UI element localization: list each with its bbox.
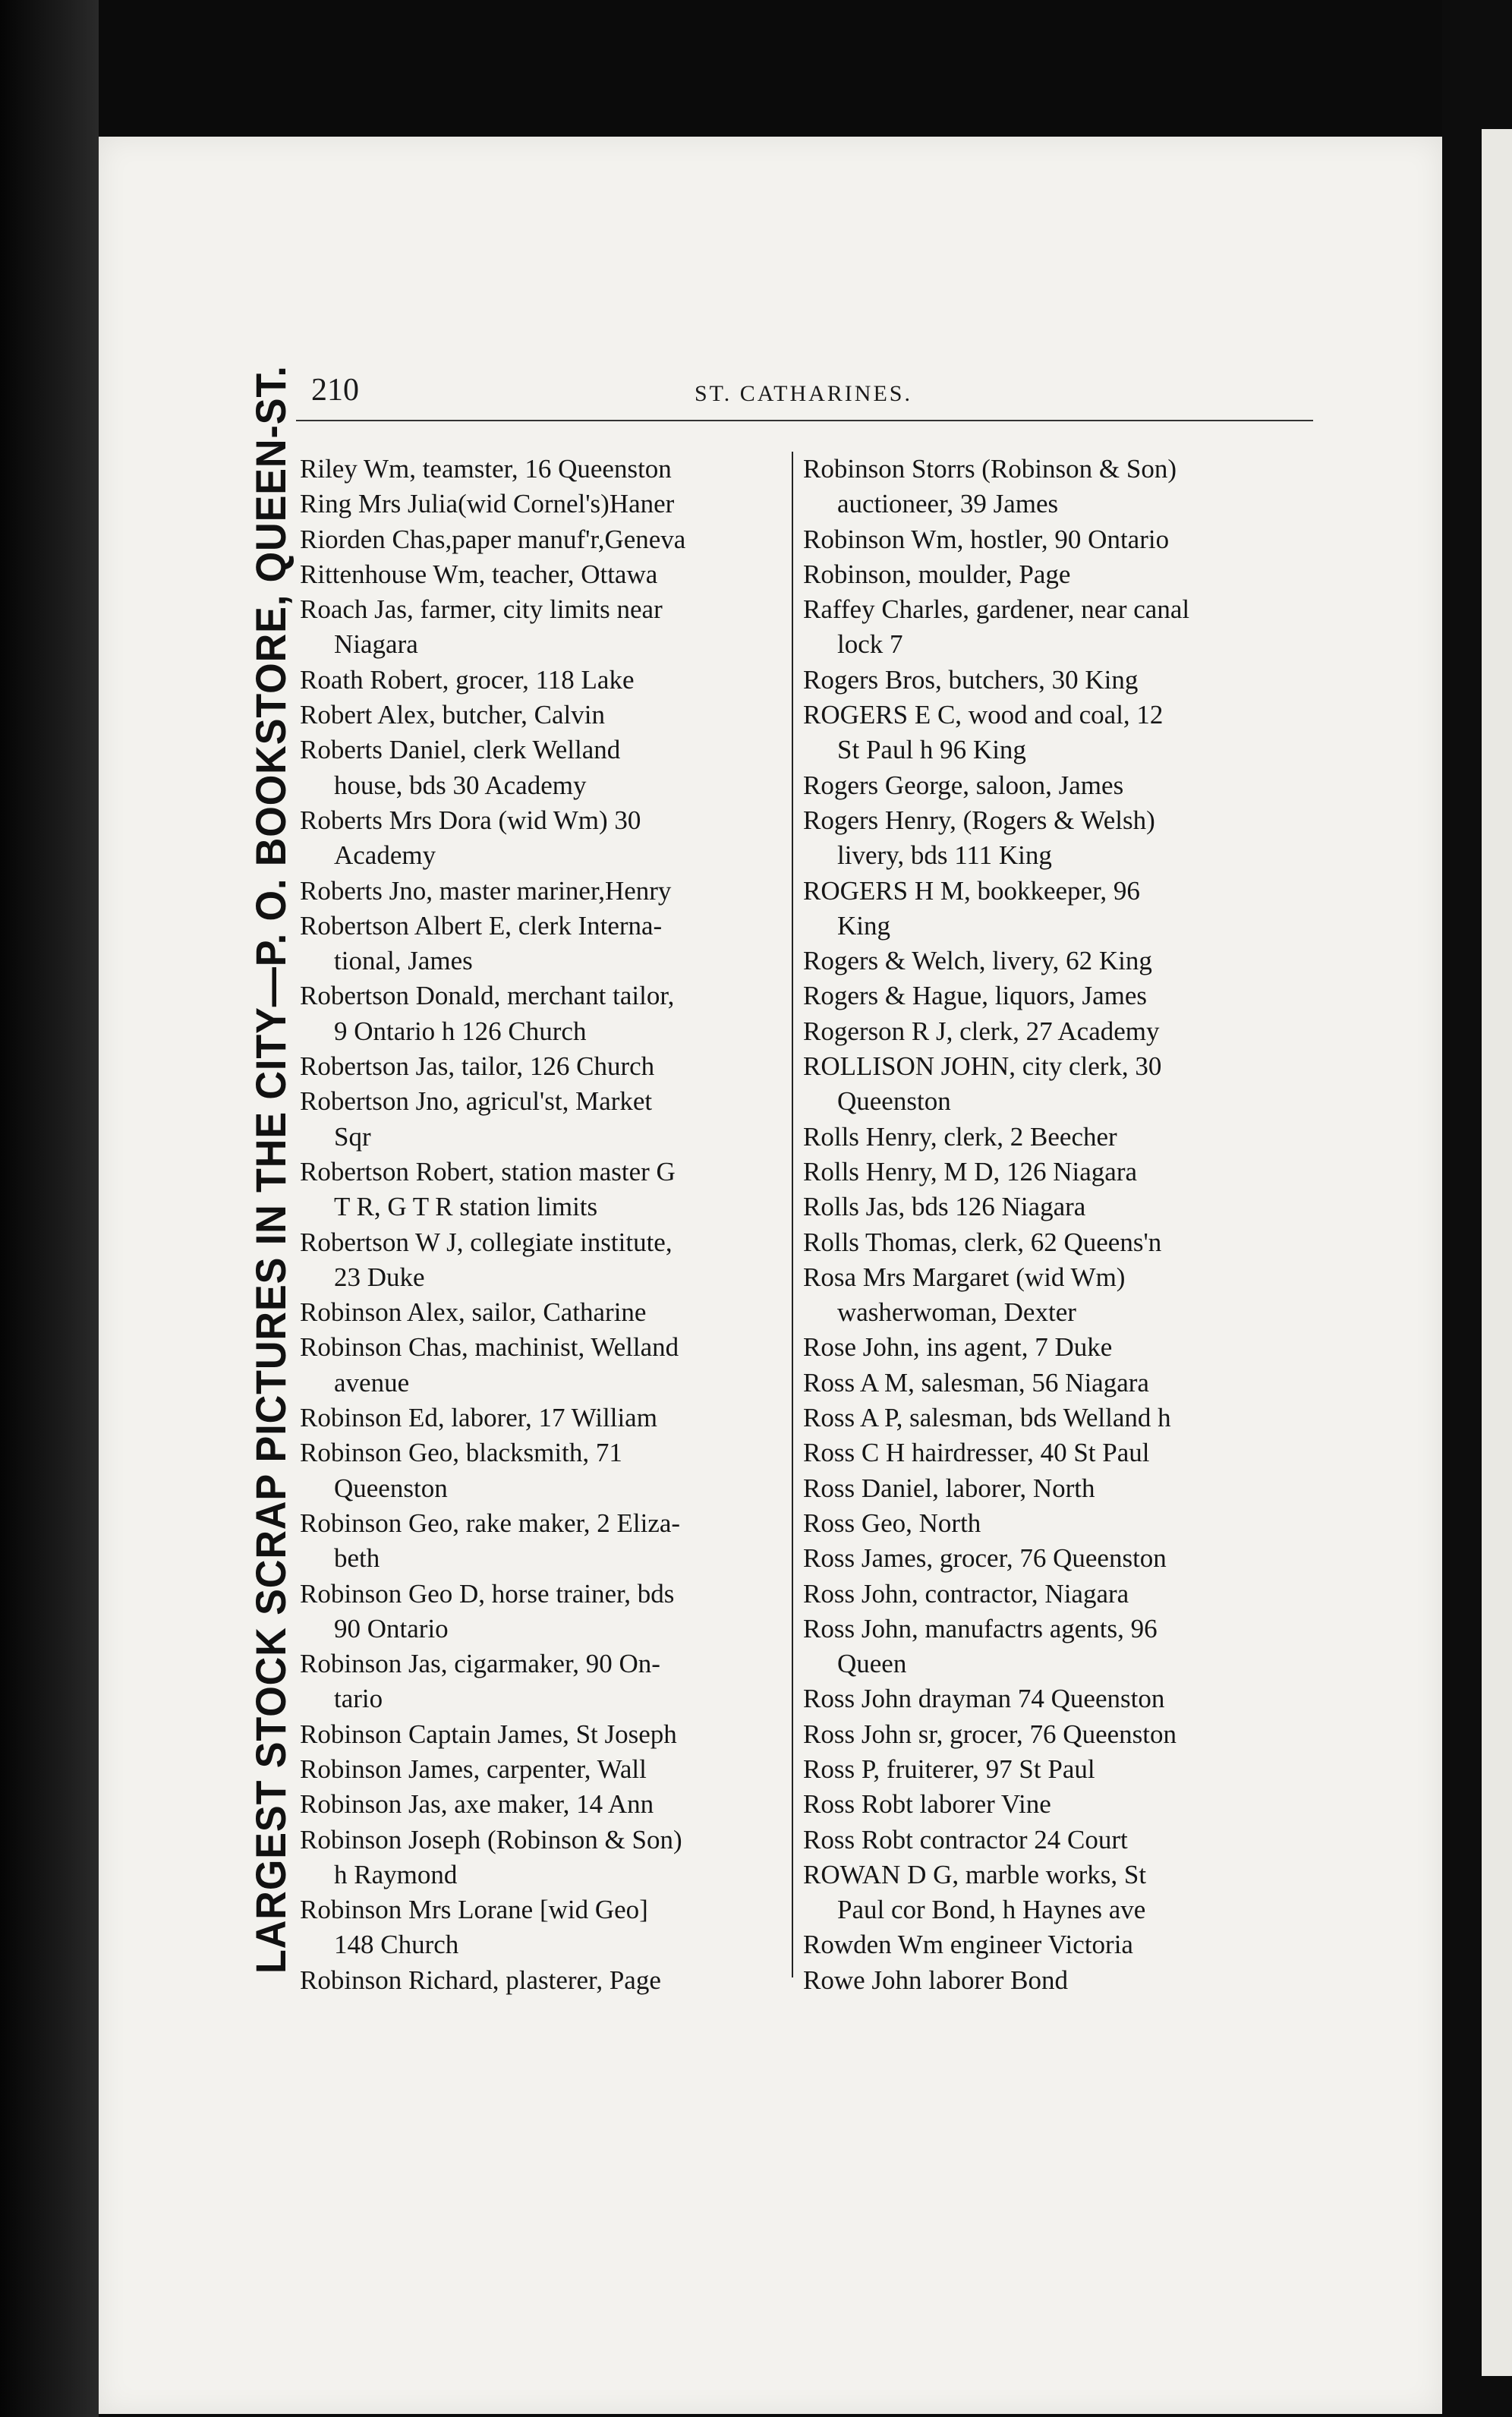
- entry-line: Rittenhouse Wm, teacher, Ottawa: [300, 559, 658, 589]
- directory-entry: [803, 1506, 1310, 1541]
- directory-entry: [803, 1190, 1310, 1224]
- directory-entry: [300, 1892, 792, 1963]
- directory-entry: [300, 522, 792, 557]
- directory-entry: [803, 874, 1310, 944]
- entry-continuation-line: auctioneer, 39 James: [837, 489, 1059, 519]
- entry-continuation-line: avenue: [334, 1367, 410, 1398]
- entry-continuation-line: livery, bds 111 King: [837, 840, 1052, 871]
- entry-line: Rolls Jas, bds 126 Niagara: [803, 1192, 1086, 1222]
- directory-entry: [803, 1717, 1310, 1752]
- entry-line: Robinson James, carpenter, Wall: [300, 1754, 647, 1784]
- entry-continuation-line: beth: [334, 1543, 380, 1574]
- directory-entry: [300, 803, 792, 874]
- entry-line: Rowe John laborer Bond: [803, 1965, 1068, 1995]
- entry-line: Riorden Chas,paper manuf'r,Geneva: [300, 524, 686, 554]
- entry-line: Robertson W J, collegiate institute,: [300, 1227, 673, 1257]
- entry-continuation-line: 23 Duke: [334, 1262, 425, 1292]
- entry-continuation-line: 148 Church: [334, 1930, 459, 1960]
- entry-line: Robinson Chas, machinist, Welland: [300, 1332, 679, 1363]
- entry-continuation-line: tario: [334, 1684, 383, 1714]
- entry-continuation-line: St Paul h 96 King: [837, 735, 1026, 765]
- entry-line: Robinson Storrs (Robinson & Son): [803, 454, 1177, 484]
- directory-entry: [803, 1014, 1310, 1049]
- entry-line: Rosa Mrs Margaret (wid Wm): [803, 1262, 1126, 1292]
- entry-line: Robinson Joseph (Robinson & Son): [300, 1824, 682, 1855]
- entry-line: Ross C H hairdresser, 40 St Paul: [803, 1438, 1150, 1468]
- directory-entry: [803, 1225, 1310, 1260]
- directory-entry: [300, 874, 792, 909]
- entry-continuation-line: Paul cor Bond, h Haynes ave: [837, 1895, 1146, 1925]
- running-head: ST. CATHARINES.: [695, 381, 912, 406]
- entry-line: ROGERS E C, wood and coal, 12: [803, 700, 1164, 730]
- entry-line: Ross Robt contractor 24 Court: [803, 1824, 1128, 1855]
- adjacent-page-edge: [1482, 129, 1512, 2376]
- directory-entry: [300, 1155, 792, 1225]
- side-advertisement-banner: LARGEST STOCK SCRAP PICTURES IN THE CITY—P. O. BOOKSTORE, QUEEN-ST.: [247, 365, 295, 1974]
- directory-entry: [300, 1647, 792, 1717]
- directory-entry: [300, 909, 792, 979]
- entry-line: Ross Robt laborer Vine: [803, 1789, 1051, 1820]
- entry-line: Rolls Henry, M D, 126 Niagara: [803, 1156, 1138, 1186]
- directory-entry: [803, 1471, 1310, 1506]
- entry-line: Robinson Captain James, St Joseph: [300, 1719, 677, 1749]
- directory-entry: [300, 1435, 792, 1506]
- entry-line: Raffey Charles, gardener, near canal: [803, 594, 1190, 625]
- directory-entry: [300, 698, 792, 733]
- directory-entry: [300, 733, 792, 803]
- directory-entry: [803, 522, 1310, 557]
- directory-entry: [803, 1612, 1310, 1682]
- directory-entry: [300, 1577, 792, 1647]
- entry-continuation-line: Queenston: [837, 1086, 951, 1117]
- entry-continuation-line: 9 Ontario h 126 Church: [334, 1016, 587, 1046]
- entry-line: Rogers & Welch, livery, 62 King: [803, 946, 1152, 976]
- entry-line: Rolls Henry, clerk, 2 Beecher: [803, 1121, 1117, 1152]
- entry-line: Robertson Jno, agricul'st, Market: [300, 1086, 653, 1117]
- entry-line: Robinson Geo, rake maker, 2 Eliza-: [300, 1508, 681, 1538]
- directory-entry: [803, 1155, 1310, 1190]
- entry-line: Ross John, contractor, Niagara: [803, 1578, 1129, 1609]
- directory-entry: [803, 1366, 1310, 1401]
- directory-entry: [803, 698, 1310, 768]
- entry-line: ROWAN D G, marble works, St: [803, 1859, 1147, 1889]
- entry-line: Robinson Richard, plasterer, Page: [300, 1965, 661, 1995]
- directory-entry: [803, 1858, 1310, 1928]
- entry-continuation-line: Niagara: [334, 629, 418, 660]
- entry-line: Robinson Jas, cigarmaker, 90 On-: [300, 1649, 660, 1679]
- entry-continuation-line: Queen: [837, 1649, 907, 1679]
- entry-line: Robinson Geo, blacksmith, 71: [300, 1438, 622, 1468]
- directory-entry: [300, 1963, 792, 1998]
- directory-entry: [300, 1295, 792, 1330]
- directory-entry: [803, 1330, 1310, 1365]
- entry-line: Rowden Wm engineer Victoria: [803, 1930, 1133, 1960]
- directory-entry: [803, 1049, 1310, 1120]
- directory-entry: [300, 1401, 792, 1435]
- entry-continuation-line: tional, James: [334, 946, 473, 976]
- entry-line: Robinson Wm, hostler, 90 Ontario: [803, 524, 1170, 554]
- entry-line: Roberts Mrs Dora (wid Wm) 30: [300, 805, 641, 835]
- directory-entry: [300, 1330, 792, 1401]
- entry-line: Robertson Albert E, clerk Interna-: [300, 910, 663, 941]
- directory-entry: [300, 1823, 792, 1893]
- entry-line: Rogers Bros, butchers, 30 King: [803, 664, 1139, 695]
- entry-line: ROGERS H M, bookkeeper, 96: [803, 875, 1140, 906]
- directory-entry: [803, 1577, 1310, 1612]
- entry-line: Robertson Jas, tailor, 126 Church: [300, 1051, 655, 1082]
- directory-entry: [803, 978, 1310, 1013]
- entry-line: Rolls Thomas, clerk, 62 Queens'n: [803, 1227, 1162, 1257]
- directory-entry: [300, 1084, 792, 1155]
- directory-entry: [803, 1681, 1310, 1716]
- entry-line: Robinson, moulder, Page: [803, 559, 1071, 589]
- entry-line: Robinson Jas, axe maker, 14 Ann: [300, 1789, 654, 1820]
- entry-line: Ross John, manufactrs agents, 96: [803, 1613, 1158, 1643]
- directory-entry: [803, 1787, 1310, 1822]
- directory-entry: [803, 592, 1310, 663]
- entry-line: Ross John sr, grocer, 76 Queenston: [803, 1719, 1177, 1749]
- entry-continuation-line: Sqr: [334, 1121, 371, 1152]
- directory-entry: [803, 1963, 1310, 1998]
- entry-line: Ross John drayman 74 Queenston: [803, 1684, 1165, 1714]
- entry-line: Ring Mrs Julia(wid Cornel's)Haner: [300, 489, 675, 519]
- entry-line: Rogers Henry, (Rogers & Welsh): [803, 805, 1155, 835]
- entry-line: Ross P, fruiterer, 97 St Paul: [803, 1754, 1095, 1784]
- entry-line: ROLLISON JOHN, city clerk, 30: [803, 1051, 1162, 1082]
- entry-continuation-line: washerwoman, Dexter: [837, 1297, 1076, 1328]
- entry-continuation-line: Queenston: [334, 1473, 448, 1503]
- entry-continuation-line: h Raymond: [334, 1859, 458, 1889]
- entry-line: Ross James, grocer, 76 Queenston: [803, 1543, 1167, 1574]
- entry-line: Robinson Mrs Lorane [wid Geo]: [300, 1895, 648, 1925]
- directory-entry: [803, 1401, 1310, 1435]
- entry-line: Roath Robert, grocer, 118 Lake: [300, 664, 635, 695]
- directory-entry: [300, 1049, 792, 1084]
- entry-line: Roach Jas, farmer, city limits near: [300, 594, 663, 625]
- directory-entry: [803, 452, 1310, 522]
- directory-entry: [803, 1823, 1310, 1858]
- entry-continuation-line: Academy: [334, 840, 436, 871]
- directory-entry: [803, 803, 1310, 874]
- entry-continuation-line: house, bds 30 Academy: [334, 770, 587, 800]
- directory-entry: [803, 768, 1310, 803]
- entry-line: Robert Alex, butcher, Calvin: [300, 700, 605, 730]
- entry-line: Robertson Donald, merchant tailor,: [300, 981, 675, 1011]
- entry-line: Rose John, ins agent, 7 Duke: [803, 1332, 1113, 1363]
- directory-entry: [803, 663, 1310, 698]
- directory-entry: [803, 557, 1310, 592]
- entry-line: Ross A M, salesman, 56 Niagara: [803, 1367, 1149, 1398]
- directory-entry: [300, 1787, 792, 1822]
- directory-entry: [300, 1506, 792, 1577]
- directory-entry: [803, 1927, 1310, 1962]
- directory-entry: [300, 487, 792, 522]
- entry-line: Roberts Jno, master mariner,Henry: [300, 875, 672, 906]
- directory-entry: [300, 557, 792, 592]
- entry-line: Robinson Ed, laborer, 17 William: [300, 1403, 657, 1433]
- entry-line: Robinson Alex, sailor, Catharine: [300, 1297, 647, 1328]
- directory-entry: [300, 978, 792, 1049]
- entry-line: Ross A P, salesman, bds Welland h: [803, 1403, 1171, 1433]
- entry-line: Riley Wm, teamster, 16 Queenston: [300, 454, 672, 484]
- entry-line: Rogers George, saloon, James: [803, 770, 1124, 800]
- entry-line: Rogers & Hague, liquors, James: [803, 981, 1147, 1011]
- directory-entry: [300, 1717, 792, 1752]
- entry-continuation-line: 90 Ontario: [334, 1613, 449, 1643]
- entry-line: Ross Daniel, laborer, North: [803, 1473, 1095, 1503]
- directory-entry: [803, 1435, 1310, 1470]
- entry-continuation-line: King: [837, 910, 890, 941]
- directory-entry: [300, 452, 792, 487]
- scan-binding-edge: [0, 0, 99, 2417]
- page-header: [205, 372, 1313, 418]
- directory-entry: [300, 663, 792, 698]
- entry-line: Rogerson R J, clerk, 27 Academy: [803, 1016, 1160, 1046]
- entry-continuation-line: T R, G T R station limits: [334, 1192, 598, 1222]
- entry-continuation-line: lock 7: [837, 629, 903, 660]
- entry-line: Roberts Daniel, clerk Welland: [300, 735, 621, 765]
- page-number: 210: [311, 373, 359, 408]
- directory-entry: [300, 592, 792, 663]
- directory-column-right: [803, 452, 1310, 1998]
- entry-line: Robinson Geo D, horse trainer, bds: [300, 1578, 675, 1609]
- directory-entry: [803, 1752, 1310, 1787]
- directory-entry: [803, 1541, 1310, 1576]
- directory-entry: [803, 1120, 1310, 1155]
- directory-column-left: [300, 452, 792, 1998]
- directory-entry: [300, 1225, 792, 1296]
- directory-entry: [803, 1260, 1310, 1331]
- entry-line: Ross Geo, North: [803, 1508, 981, 1538]
- directory-entry: [803, 944, 1310, 978]
- header-rule: [296, 420, 1313, 421]
- directory-entry: [300, 1752, 792, 1787]
- column-divider: [792, 452, 793, 1977]
- entry-line: Robertson Robert, station master G: [300, 1156, 676, 1186]
